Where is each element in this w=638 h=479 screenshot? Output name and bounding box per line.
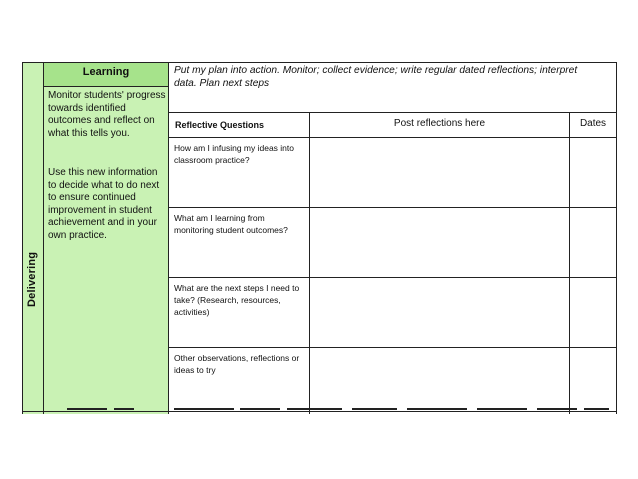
phase-title: Learning [82,66,130,78]
reflection-cell-4[interactable] [310,348,569,411]
question-3: What are the next steps I need to take? (Research, resources, activities) [174,283,300,317]
date-cell-2[interactable] [570,208,616,277]
col-header-dates: Dates [579,118,607,129]
reflection-cell-1[interactable] [310,138,569,207]
question-2: What am I learning from monitoring student outcomes? [174,213,288,235]
stage-label: Delivering [26,251,38,307]
col-header-questions: Reflective Questions [175,120,265,130]
guidance-text-1: Monitor students' progress towards identified outcomes and reflect on what this tells you. [48,90,166,139]
guidance-text-2: Use this new information to decide what to do next to ensure continued improvement in student achievement and in your own practice. [48,167,160,241]
question-4: Other observations, reflections or ideas to try [174,353,300,375]
question-1: How am I infusing my ideas into classroom practice? [174,143,294,165]
reflection-table [22,62,617,414]
date-cell-3[interactable] [570,278,616,347]
stage-cell [22,62,43,414]
date-cell-4[interactable] [570,348,616,411]
reflection-cell-3[interactable] [310,278,569,347]
phase-instruction: Put my plan into action. Monitor; collect evidence; write regular dated reflections; interpret data. Plan next steps [174,65,578,89]
col-header-reflections: Post reflections here [393,118,486,129]
date-cell-1[interactable] [570,138,616,207]
reflection-cell-2[interactable] [310,208,569,277]
clipped-next-row [22,408,617,414]
